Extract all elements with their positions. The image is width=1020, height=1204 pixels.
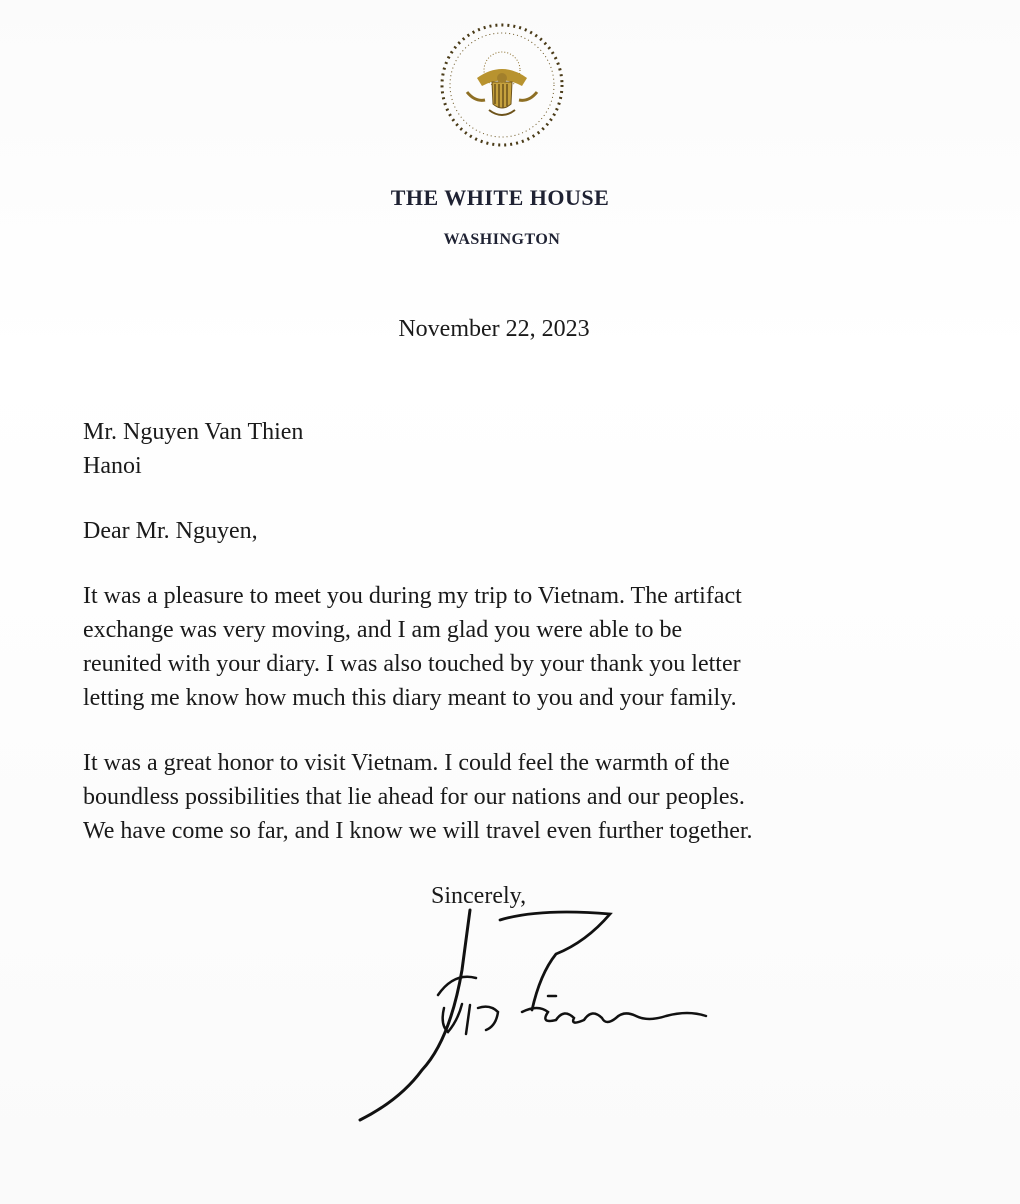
letter-date: November 22, 2023 bbox=[398, 316, 590, 342]
paragraph-1-line: exchange was very moving, and I am glad you were able to be bbox=[83, 617, 683, 643]
paragraph-2-line: We have come so far, and I know we will travel even further together. bbox=[83, 818, 753, 844]
recipient-city: Hanoi bbox=[83, 453, 142, 479]
letterhead-city: WASHINGTON bbox=[443, 231, 561, 248]
paragraph-2-line: boundless possibilities that lie ahead for our nations and our peoples. bbox=[83, 784, 745, 810]
paragraph-1-line: reunited with your diary. I was also touched by your thank you letter bbox=[83, 651, 741, 677]
paragraph-2-line: It was a great honor to visit Vietnam. I could feel the warmth of the bbox=[83, 750, 730, 776]
presidential-seal-icon bbox=[437, 20, 567, 150]
closing: Sincerely, bbox=[431, 883, 527, 909]
letterhead-title: THE WHITE HOUSE bbox=[390, 185, 610, 210]
paragraph-1-line: It was a pleasure to meet you during my trip to Vietnam. The artifact bbox=[83, 583, 742, 609]
handwritten-signature bbox=[350, 900, 710, 1130]
salutation: Dear Mr. Nguyen, bbox=[83, 518, 258, 544]
recipient-name: Mr. Nguyen Van Thien bbox=[83, 419, 304, 445]
paragraph-1-line: letting me know how much this diary meant to you and your family. bbox=[83, 685, 737, 711]
